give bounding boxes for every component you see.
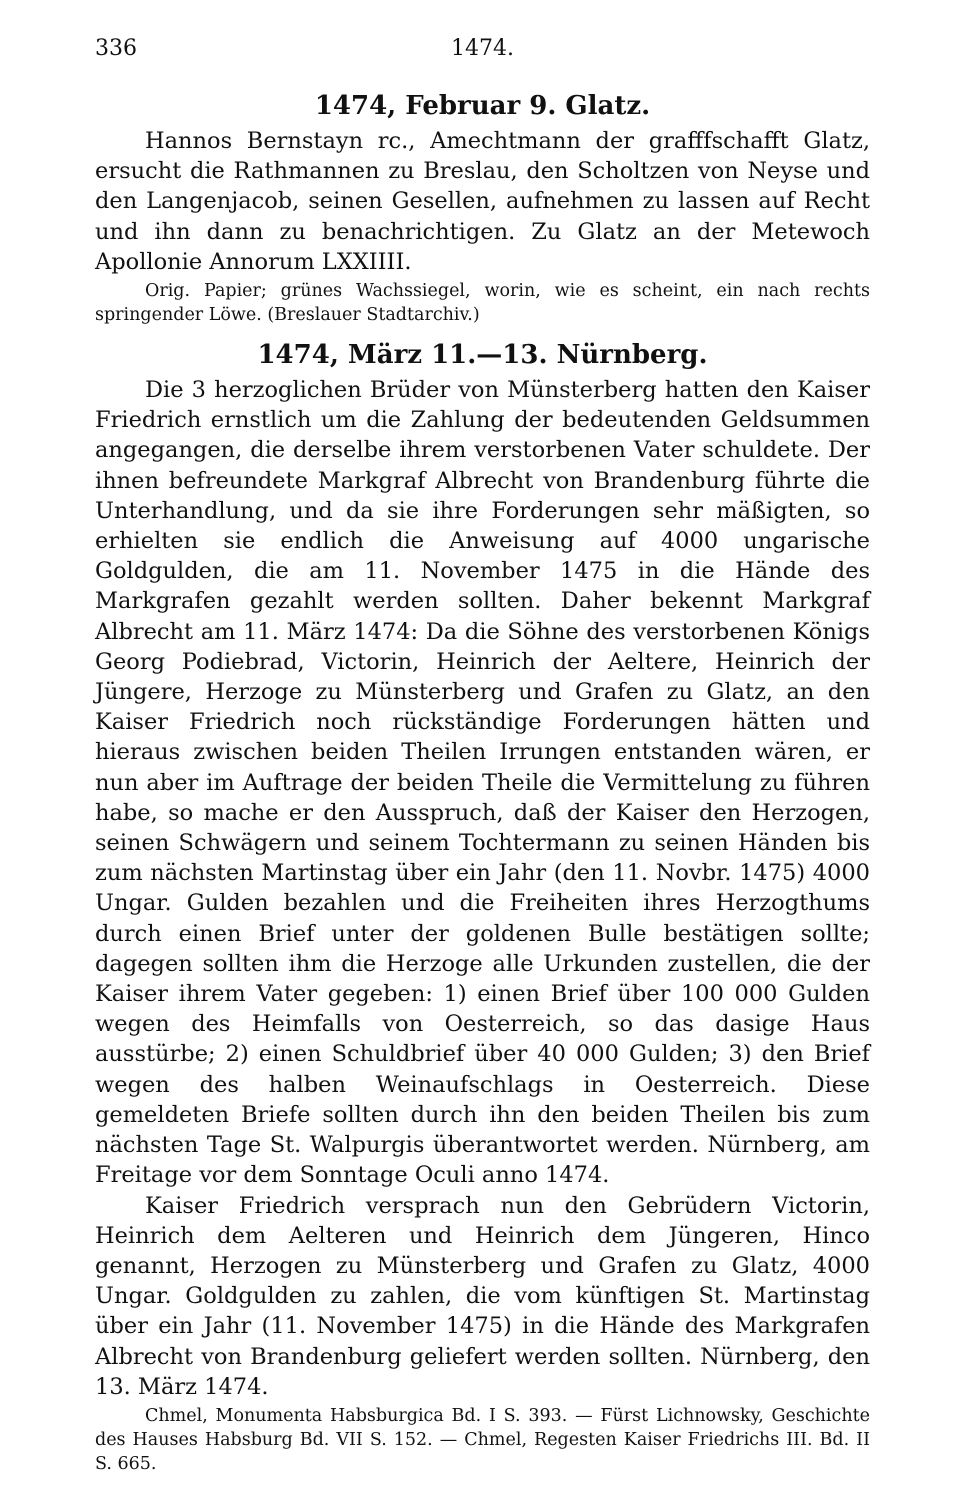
entry-paragraph: Kaiser Friedrich versprach nun den Gebrüdern Victorin, Heinrich dem Aelteren und Heinrich dem Jüngeren, Hinco genannt, Herzogen zu Münsterberg und Grafen zu Glatz, 4000 Ungar. Goldgulden zu zahlen, die vom künftigen St. Martinstag über ein Jahr (11. November 1475) in die Hände des Markgrafen Albrecht von Brandenburg geliefert werden sollten. Nürnberg, den 13. März 1474. — [95, 1192, 870, 1400]
source-note: Orig. Papier; grünes Wachssiegel, worin, wie es scheint, ein nach rechts springender Löwe. (Breslauer Stadtarchiv.) — [95, 281, 870, 326]
entry-heading: 1474, März 11.—13. Nürnberg. — [257, 340, 708, 371]
entry-1474-maerz-11-13 — [95, 339, 870, 1476]
entry-paragraph: Die 3 herzoglichen Brüder von Münsterberg hatten den Kaiser Friedrich ernstlich um die Zahlung der bedeutenden Geldsummen angegangen, die derselbe ihrem verstorbenen Vater schuldete. Der ihnen befreundete Markgraf Albrecht von Brandenburg führte die Unterhandlung, und da sie ihre Forderungen sehr mäßigten, so erhielten sie endlich die Anweisung auf 4000 ungarische Goldgulden, die am 11. November 1475 in die Hände des Markgrafen gezahlt werden sollten. Daher bekennt Markgraf Albrecht am 11. März 1474: Da die Söhne des verstorbenen Königs Georg Podiebrad, Victorin, Heinrich der Aeltere, Heinrich der Jüngere, Herzoge zu Münsterberg und Grafen zu Glatz, an den Kaiser Friedrich noch rückständige Forderungen hätten und hieraus zwischen beiden Theilen Irrungen entstanden wären, er nun aber im Auftrage der beiden Theile die Vermittelung zu führen habe, so mache er den Ausspruch, daß der Kaiser den Herzogen, seinen Schwägern und seinem Tochtermann zu seinen Händen bis zum nächsten Martinstag über ein Jahr (den 11. Novbr. 1475) 4000 Ungar. Gulden bezahlen und die Freiheiten ihres Herzogthums durch einen Brief unter der goldenen Bulle bestätigen sollte; dagegen sollten ihm die Herzoge alle Urkunden zustellen, die der Kaiser ihrem Vater gegeben: 1) einen Brief über 100 000 Gulden wegen des Heimfalls von Oesterreich, so das dasige Haus ausstürbe; 2) einen Schuldbrief über 40 000 Gulden; 3) den Brief wegen des halben Weinaufschlags in Oesterreich. Diese gemeldeten Briefe sollten durch ihn den beiden Theilen bis zum nächsten Tage St. Walpurgis überantwortet werden. Nürnberg, am Freitage vor dem Sonntage Oculi anno 1474. — [95, 377, 870, 1189]
document-page — [95, 36, 870, 1476]
running-head — [95, 36, 870, 70]
running-year: 1474. — [451, 36, 514, 61]
page-number: 336 — [95, 36, 137, 61]
entry-heading: 1474, Februar 9. Glatz. — [314, 91, 651, 121]
source-note: Chmel, Monumenta Habsburgica Bd. I S. 393. — Fürst Lichnowsky, Geschichte des Hauses Habsburg Bd. VII S. 152. — Chmel, Regesten Kaiser Friedrichs III. Bd. II S. 665. — [95, 1405, 870, 1474]
entry-paragraph: Hannos Bernstayn rc., Amechtmann der grafffschafft Glatz, ersucht die Rathmannen zu Breslau, den Scholtzen von Neyse und den Langenjacob, seinen Gesellen, aufnehmen zu lassen auf Recht und ihn dann zu benachrichtigen. Zu Glatz an der Metewoch Apollonie Annorum LXXIIII. — [95, 128, 870, 275]
entry-1474-februar-9 — [95, 90, 870, 327]
